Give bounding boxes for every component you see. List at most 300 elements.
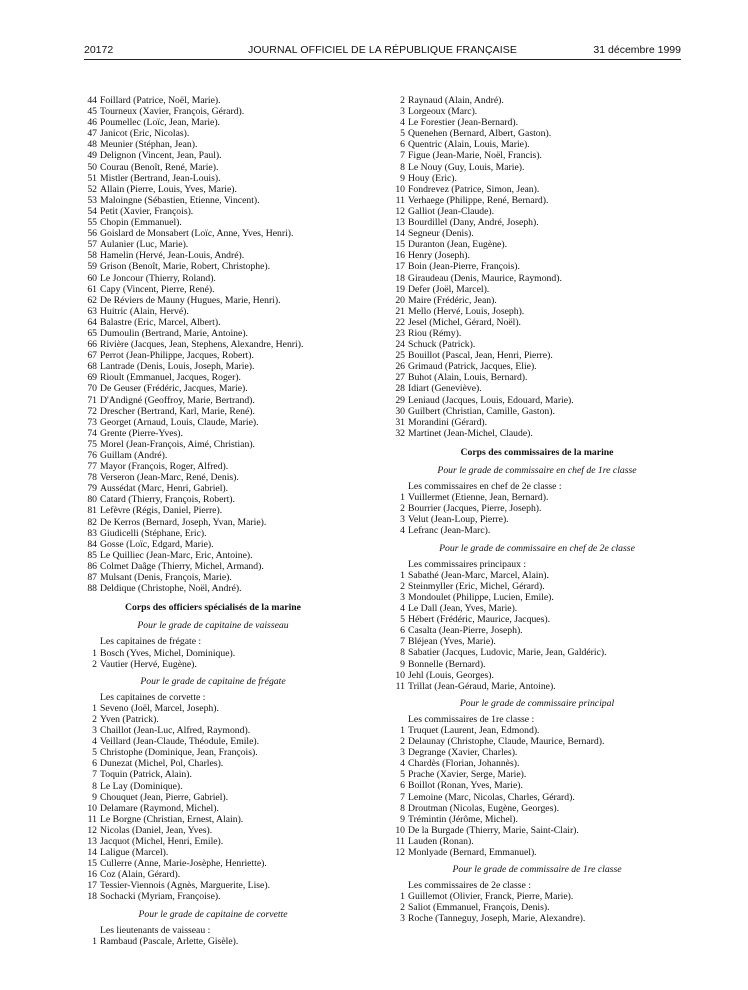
item-number: 3 [400, 514, 405, 526]
item-number: 57 [87, 239, 97, 251]
section-title: Corps des officiers spécialisés de la marine [125, 602, 301, 614]
item-number: 15 [395, 239, 405, 251]
item-name: Verseron (Jean-Marc, René, Denis). [100, 472, 239, 484]
item-number: 31 [395, 416, 405, 428]
list-item [84, 261, 342, 272]
item-number: 3 [400, 106, 405, 118]
item-name: De Réviers de Mauny (Hugues, Marie, Henri). [100, 294, 281, 306]
item-name: Aussédat (Marc, Henri, Gabriel). [100, 483, 229, 495]
list-item [392, 428, 682, 439]
list-item [392, 792, 682, 803]
item-name: Giraudeau (Denis, Maurice, Raymond). [408, 272, 562, 284]
item-number: 4 [92, 736, 97, 748]
item-number: 74 [87, 427, 97, 439]
item-number: 75 [87, 438, 97, 450]
item-name: Mayor (François, Roger, Alfred). [100, 461, 229, 473]
item-name: Janicot (Eric, Nicolas). [100, 128, 190, 140]
list-item [84, 239, 342, 250]
item-name: Boillot (Ronan, Yves, Marie). [408, 780, 523, 792]
grade-subheading: Pour le grade de commissaire en chef de 1re classe [437, 465, 637, 476]
page-number: 20172 [84, 44, 114, 56]
list-item [84, 747, 342, 758]
item-name: Bouillot (Pascal, Jean, Henri, Pierre). [408, 350, 553, 362]
item-number: 61 [87, 283, 97, 295]
item-number: 1 [92, 647, 97, 659]
list-item [84, 295, 342, 306]
item-name: De la Burgade (Thierry, Marie, Saint-Clair). [408, 824, 579, 836]
list-item [84, 372, 342, 383]
list-item [392, 670, 682, 681]
item-name: Trillat (Jean-Géraud, Marie, Antoine). [408, 680, 556, 692]
item-number: 67 [87, 350, 97, 362]
item-name: Balastre (Eric, Marcel, Albert). [100, 316, 221, 328]
item-name: Tessier-Viennois (Agnès, Marguerite, Lise). [100, 880, 271, 892]
item-name: Dunezat (Michel, Pol, Charles). [100, 758, 224, 770]
item-number: 46 [87, 117, 97, 129]
item-name: Allain (Pierre, Louis, Yves, Marie). [100, 183, 237, 195]
list-item [392, 614, 682, 625]
item-name: Chardès (Florian, Johannès). [408, 758, 520, 770]
item-name: De Geuser (Frédéric, Jacques, Marie). [100, 383, 248, 395]
item-number: 87 [87, 572, 97, 584]
item-number: 6 [400, 139, 405, 151]
item-number: 64 [87, 316, 97, 328]
item-name: Cullerre (Anne, Marie-Josèphe, Henriette). [100, 858, 267, 870]
item-name: Courau (Benoît, René, Marie). [100, 161, 219, 173]
item-name: Monlyade (Bernard, Emmanuel). [408, 847, 537, 858]
list-item [84, 583, 342, 594]
item-name: Mulsant (Denis, François, Marie). [100, 572, 232, 584]
item-name: Rambaud (Pascale, Arlette, Gisèle). [100, 935, 239, 947]
item-number: 53 [87, 194, 97, 206]
item-number: 32 [395, 427, 405, 439]
list-item [84, 339, 342, 350]
list-item [392, 306, 682, 317]
item-number: 25 [395, 350, 405, 362]
list-item [84, 417, 342, 428]
item-number: 27 [395, 372, 405, 384]
item-name: Aulanier (Luc, Marie). [100, 239, 189, 251]
item-name: Mistler (Bertrand, Jean-Louis). [100, 172, 221, 184]
item-name: Grimaud (Patrick, Jacques, Elie). [408, 361, 537, 373]
item-number: 2 [92, 658, 97, 670]
item-name: De Kerros (Bernard, Joseph, Yvan, Marie). [100, 516, 267, 528]
list-item [392, 769, 682, 780]
item-name: Chouquet (Jean, Pierre, Gabriel). [100, 791, 229, 803]
group-lead: Les capitaines de frégate : [100, 636, 202, 648]
list-item [84, 769, 342, 780]
list-item [84, 792, 342, 803]
list-item [392, 228, 682, 239]
item-name: Morandini (Gérard). [408, 416, 488, 428]
item-number: 9 [400, 813, 405, 825]
item-number: 16 [87, 869, 97, 881]
list-item [84, 184, 342, 195]
item-name: Grente (Pierre-Yves). [100, 427, 183, 439]
item-name: Delamare (Raymond, Michel). [100, 802, 219, 814]
item-name: Bourdillel (Dany, André, Joseph). [408, 217, 539, 229]
list-item [84, 847, 342, 858]
item-number: 5 [92, 747, 97, 759]
list-item [392, 525, 682, 536]
list-item [392, 814, 682, 825]
item-name: Vuillermet (Etienne, Jean, Bernard). [408, 492, 549, 504]
item-number: 2 [400, 736, 405, 748]
item-name: Quenehen (Bernard, Albert, Gaston). [408, 128, 552, 140]
item-name: Raynaud (Alain, André). [408, 95, 504, 106]
list-item [84, 106, 342, 117]
item-name: Bosch (Yves, Michel, Dominique). [100, 647, 236, 659]
item-name: Laligue (Marcel). [100, 847, 169, 859]
item-number: 2 [92, 713, 97, 725]
group-lead: Les commissaires de 2e classe : [408, 880, 531, 892]
list-item [84, 173, 342, 184]
item-number: 7 [92, 769, 97, 781]
item-name: Galliot (Jean-Claude). [408, 205, 495, 217]
left-column [84, 95, 342, 947]
list-item [84, 350, 342, 361]
item-number: 85 [87, 549, 97, 561]
item-number: 9 [400, 658, 405, 670]
list-item [84, 128, 342, 139]
list-item [392, 592, 682, 603]
item-name: Saliot (Emmanuel, François, Denis). [408, 902, 550, 914]
list-item [392, 836, 682, 847]
item-number: 72 [87, 405, 97, 417]
list-item [84, 714, 342, 725]
item-number: 55 [87, 217, 97, 229]
item-name: Henry (Joseph). [408, 250, 470, 262]
list-item [392, 681, 682, 692]
list-item [392, 162, 682, 173]
item-number: 5 [400, 769, 405, 781]
item-number: 1 [400, 492, 405, 504]
list-item [84, 825, 342, 836]
item-name: Petit (Xavier, François). [100, 205, 194, 217]
item-name: Guillemot (Olivier, Franck, Pierre, Marie). [408, 891, 574, 903]
list-item [84, 505, 342, 516]
list-item [84, 648, 342, 659]
item-number: 62 [87, 294, 97, 306]
list-item [392, 95, 682, 106]
list-item [84, 869, 342, 880]
list-item [84, 936, 342, 947]
item-number: 80 [87, 494, 97, 506]
list-item [392, 361, 682, 372]
item-name: Idiart (Geneviève). [408, 383, 482, 395]
list-item [392, 239, 682, 250]
item-name: Prache (Xavier, Serge, Marie). [408, 769, 527, 781]
item-number: 58 [87, 250, 97, 262]
list-item [84, 803, 342, 814]
item-number: 11 [395, 835, 405, 847]
item-name: Schuck (Patrick). [408, 339, 476, 351]
item-number: 44 [87, 95, 97, 106]
item-name: Trémintin (Jérôme, Michel). [408, 813, 518, 825]
section-title: Corps des commissaires de la marine [460, 446, 614, 458]
list-item [392, 636, 682, 647]
header-rule [84, 59, 681, 60]
group-lead: Les commissaires en chef de 2e classe : [408, 481, 562, 493]
item-name: Delaunay (Christophe, Claude, Maurice, Bernard). [408, 736, 605, 748]
list-item [392, 372, 682, 383]
item-number: 9 [92, 791, 97, 803]
item-number: 6 [400, 780, 405, 792]
item-name: Huitric (Alain, Hervé). [100, 305, 189, 317]
list-item [392, 150, 682, 161]
list-item [392, 350, 682, 361]
item-name: Le Forestier (Jean-Bernard). [408, 117, 519, 129]
list-item [84, 880, 342, 891]
list-item [392, 913, 682, 924]
list-item [84, 228, 342, 239]
item-number: 7 [400, 636, 405, 648]
item-number: 69 [87, 372, 97, 384]
list-item [84, 891, 342, 902]
item-number: 14 [87, 847, 97, 859]
item-number: 86 [87, 560, 97, 572]
item-number: 51 [87, 172, 97, 184]
item-number: 13 [395, 217, 405, 229]
item-number: 23 [395, 327, 405, 339]
list-item [392, 128, 682, 139]
list-item [84, 395, 342, 406]
list-item [392, 503, 682, 514]
list-item [84, 528, 342, 539]
list-item [392, 395, 682, 406]
item-number: 15 [87, 858, 97, 870]
item-name: Seveno (Joël, Marcel, Joseph). [100, 702, 219, 714]
item-name: Leniaud (Jacques, Louis, Edouard, Marie). [408, 394, 574, 406]
list-item [84, 736, 342, 747]
item-name: Capy (Vincent, Pierre, René). [100, 283, 215, 295]
list-item [84, 428, 342, 439]
list-item [84, 461, 342, 472]
item-number: 4 [400, 758, 405, 770]
item-number: 70 [87, 383, 97, 395]
item-name: Sabatier (Jacques, Ludovic, Marie, Jean, Galdéric). [408, 647, 607, 659]
item-name: Defer (Joël, Marcel). [408, 283, 490, 295]
list-item [84, 328, 342, 339]
item-name: Guillam (André). [100, 450, 168, 461]
item-number: 16 [395, 250, 405, 262]
item-name: Perrot (Jean-Philippe, Jacques, Robert). [100, 350, 254, 362]
item-name: Vautier (Hervé, Eugène). [100, 658, 197, 670]
list-item [84, 781, 342, 792]
item-name: Mello (Hervé, Louis, Joseph). [408, 305, 525, 317]
item-name: Jehl (Louis, Georges). [408, 669, 494, 681]
list-item [392, 747, 682, 758]
item-name: Le Borgne (Christian, Ernest, Alain). [100, 813, 244, 825]
list-item [84, 814, 342, 825]
item-number: 82 [87, 516, 97, 528]
grade-subheading: Pour le grade de commissaire en chef de 2e classe [439, 542, 635, 554]
item-number: 2 [400, 95, 405, 106]
list-item [84, 383, 342, 394]
item-number: 8 [92, 780, 97, 792]
item-name: Coz (Alain, Gérard). [100, 869, 181, 881]
list-item [392, 758, 682, 769]
item-number: 52 [87, 183, 97, 195]
item-name: D'Andigné (Geoffroy, Marie, Bertrand). [100, 394, 255, 406]
list-item [392, 295, 682, 306]
item-name: Catard (Thierry, François, Robert). [100, 494, 235, 506]
item-name: Verhaege (Philippe, René, Bernard). [408, 194, 549, 206]
list-item [84, 250, 342, 261]
grade-subheading: Pour le grade de capitaine de frégate [140, 675, 286, 687]
item-number: 48 [87, 139, 97, 151]
item-number: 6 [400, 625, 405, 637]
item-name: Grison (Benoît, Marie, Robert, Christophe). [100, 261, 271, 273]
item-number: 1 [400, 569, 405, 581]
list-item [392, 570, 682, 581]
item-number: 84 [87, 538, 97, 550]
list-item [84, 858, 342, 869]
item-name: Lefranc (Jean-Marc). [408, 525, 491, 537]
item-number: 1 [400, 724, 405, 736]
item-name: Hamelin (Hervé, Jean-Louis, André). [100, 250, 245, 262]
list-item [84, 284, 342, 295]
item-name: Nicolas (Daniel, Jean, Yves). [100, 824, 213, 836]
item-number: 77 [87, 461, 97, 473]
item-name: Georget (Arnaud, Louis, Claude, Marie). [100, 416, 259, 428]
item-number: 78 [87, 472, 97, 484]
item-number: 81 [87, 505, 97, 517]
item-number: 9 [400, 172, 405, 184]
item-number: 2 [400, 902, 405, 914]
list-item [392, 847, 682, 858]
item-number: 11 [87, 813, 97, 825]
list-item [392, 284, 682, 295]
list-item [392, 647, 682, 658]
item-name: Sabathé (Jean-Marc, Marcel, Alain). [408, 569, 549, 581]
item-number: 29 [395, 394, 405, 406]
item-number: 1 [400, 891, 405, 903]
list-item [392, 261, 682, 272]
item-name: Figue (Jean-Marie, Noël, Francis). [408, 150, 542, 162]
item-number: 73 [87, 416, 97, 428]
list-item [392, 217, 682, 228]
item-number: 22 [395, 316, 405, 328]
item-number: 17 [87, 880, 97, 892]
item-name: Christophe (Dominique, Jean, François). [100, 747, 258, 759]
list-item [84, 703, 342, 714]
list-item [84, 659, 342, 670]
item-name: Steinmyller (Eric, Michel, Gérard). [408, 580, 545, 592]
item-number: 20 [395, 294, 405, 306]
list-item [392, 195, 682, 206]
item-name: Rioult (Emmanuel, Jacques, Roger). [100, 372, 241, 384]
list-item [392, 173, 682, 184]
item-number: 8 [400, 802, 405, 814]
list-item [392, 659, 682, 670]
item-name: Truquet (Laurent, Jean, Edmond). [408, 724, 540, 736]
list-item [392, 736, 682, 747]
list-item [392, 139, 682, 150]
item-number: 7 [400, 150, 405, 162]
item-number: 28 [395, 383, 405, 395]
list-item [84, 439, 342, 450]
list-item [392, 492, 682, 503]
item-name: Dumoulin (Bertrand, Marie, Antoine). [100, 327, 248, 339]
list-item [84, 572, 342, 583]
item-number: 63 [87, 305, 97, 317]
list-item [84, 117, 342, 128]
item-number: 10 [395, 669, 405, 681]
item-number: 13 [87, 836, 97, 847]
item-name: Sochacki (Myriam, Françoise). [100, 891, 221, 903]
item-number: 65 [87, 327, 97, 339]
item-name: Meunier (Stéphan, Jean). [100, 139, 198, 151]
list-item [84, 95, 342, 106]
item-number: 10 [395, 183, 405, 195]
item-name: Buhot (Alain, Louis, Bernard). [408, 372, 528, 384]
item-number: 8 [400, 161, 405, 173]
item-name: Chaillot (Jean-Luc, Alfred, Raymond). [100, 725, 251, 737]
item-number: 49 [87, 150, 97, 162]
item-number: 4 [400, 525, 405, 537]
item-name: Riou (Rémy). [408, 327, 462, 339]
item-name: Boin (Jean-Pierre, François). [408, 261, 520, 273]
item-name: Drescher (Bertrand, Karl, Marie, René). [100, 405, 255, 417]
item-name: Le Nouy (Guy, Louis, Marie). [408, 161, 525, 173]
list-item [84, 139, 342, 150]
list-item [84, 725, 342, 736]
item-number: 68 [87, 361, 97, 373]
item-name: Giudicelli (Stéphane, Eric). [100, 527, 207, 539]
item-name: Goislard de Monsabert (Loïc, Anne, Yves, Henri). [100, 228, 294, 240]
item-name: Tourneux (Xavier, François, Gérard). [100, 106, 245, 118]
list-item [392, 603, 682, 614]
list-item [392, 780, 682, 791]
list-item [84, 217, 342, 228]
item-name: Jesel (Michel, Gérard, Noël). [408, 316, 521, 328]
group-lead: Les commissaires principaux : [408, 558, 527, 570]
item-name: Maire (Frédéric, Jean). [408, 294, 497, 306]
grade-subheading: Pour le grade de commissaire principal [459, 697, 615, 709]
item-name: Foillard (Patrice, Noël, Marie). [100, 95, 221, 106]
list-item [392, 328, 682, 339]
grade-subheading: Pour le grade de capitaine de corvette [138, 908, 288, 920]
page-header [84, 44, 681, 58]
list-item [84, 517, 342, 528]
item-name: Fondrevez (Patrice, Simon, Jean). [408, 183, 540, 195]
item-number: 18 [87, 891, 97, 903]
item-number: 3 [400, 747, 405, 759]
item-name: Guilbert (Christian, Camille, Gaston). [408, 405, 555, 417]
item-number: 76 [87, 450, 97, 461]
list-item [392, 250, 682, 261]
item-number: 4 [400, 603, 405, 615]
item-name: Le Quilliec (Jean-Marc, Eric, Antoine). [100, 549, 253, 561]
list-item [392, 339, 682, 350]
list-item [392, 106, 682, 117]
group-lead: Les capitaines de corvette : [100, 691, 206, 703]
item-number: 2 [400, 503, 405, 515]
group-lead: Les lieutenants de vaisseau : [100, 924, 211, 936]
item-name: Le Joncour (Thierry, Roland). [100, 272, 216, 284]
list-item [392, 902, 682, 913]
list-item [84, 539, 342, 550]
item-number: 11 [395, 680, 405, 692]
item-number: 3 [92, 725, 97, 737]
item-number: 18 [395, 272, 405, 284]
item-name: Casalta (Jean-Pierre, Joseph). [408, 625, 523, 637]
item-number: 7 [400, 791, 405, 803]
list-item [84, 494, 342, 505]
item-number: 3 [400, 591, 405, 603]
item-number: 66 [87, 339, 97, 351]
